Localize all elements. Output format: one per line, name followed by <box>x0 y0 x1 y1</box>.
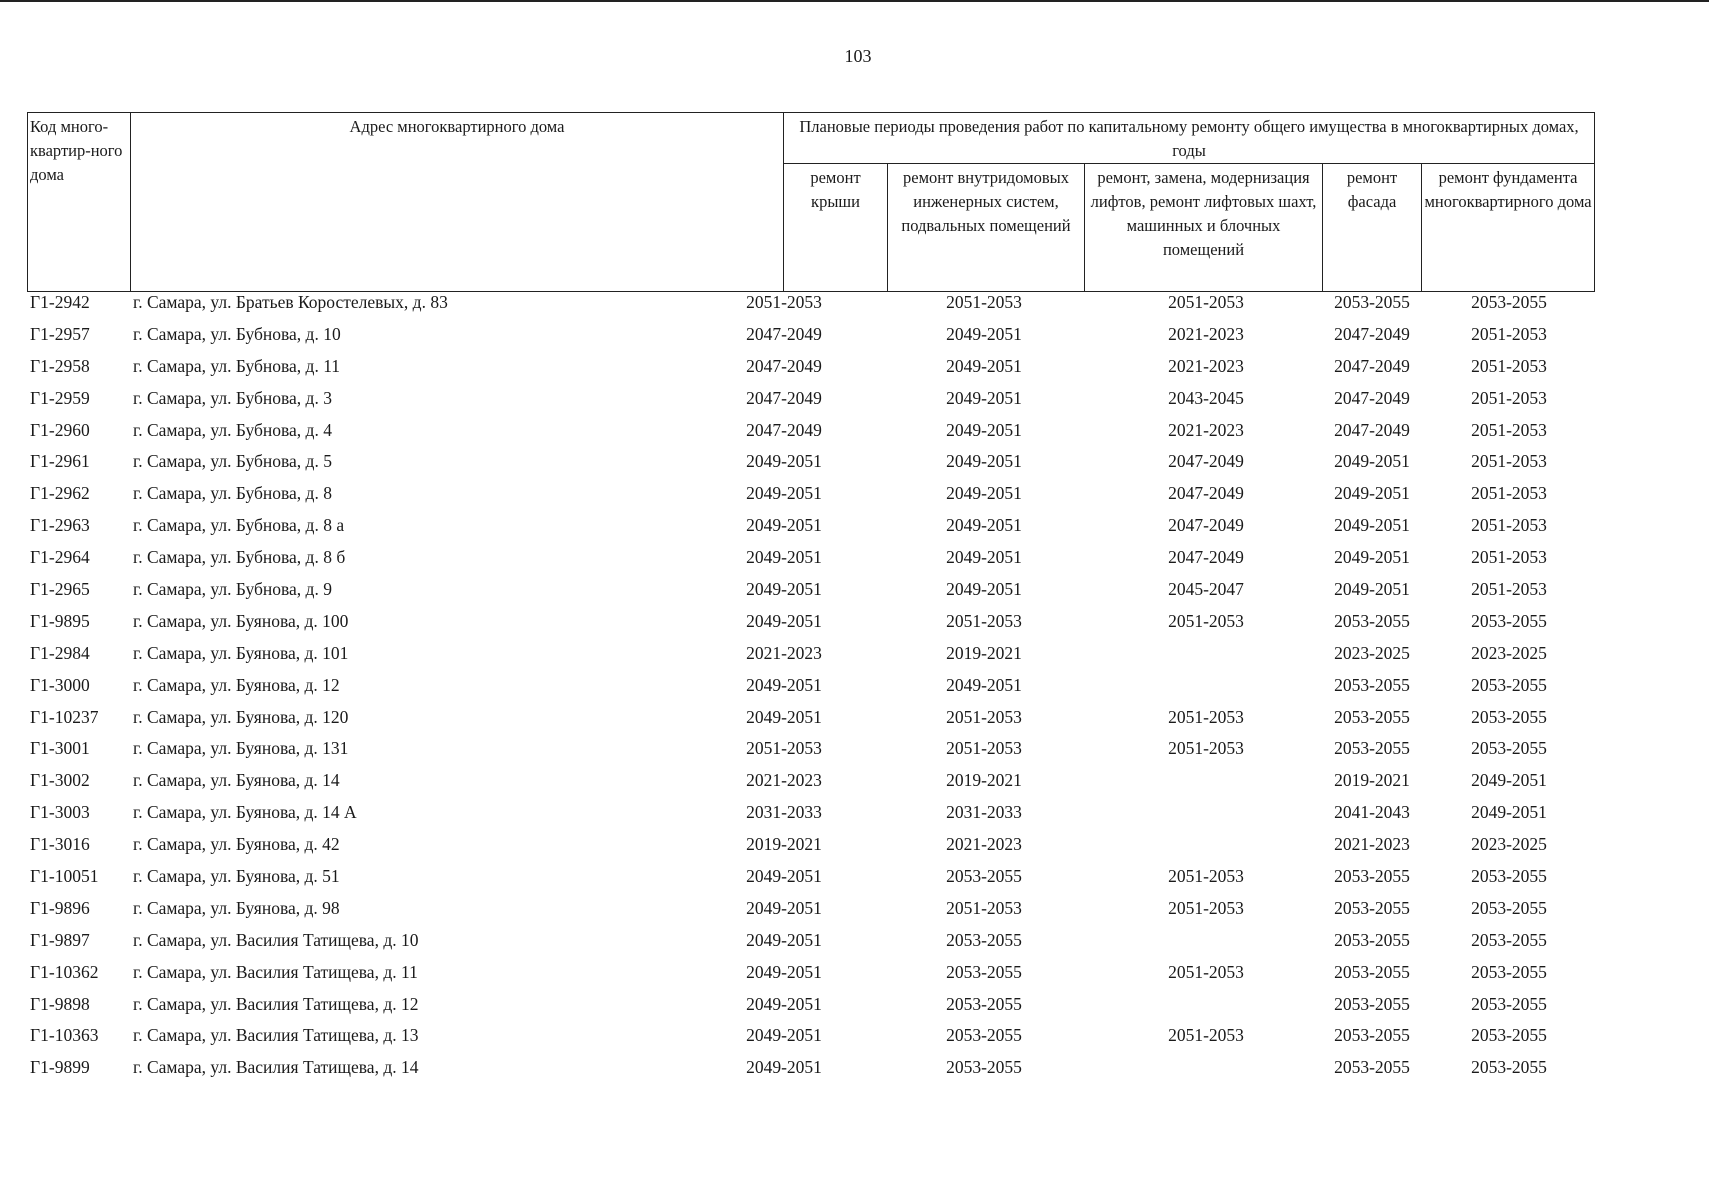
row-facade-period: 2053-2055 <box>1334 1025 1410 1046</box>
row-address: г. Самара, ул. Василия Татищева, д. 14 <box>133 1057 419 1078</box>
row-systems-period: 2021-2023 <box>946 834 1022 855</box>
row-roof-period: 2019-2021 <box>746 834 822 855</box>
row-code: Г1-2964 <box>30 547 90 568</box>
row-lifts-period: 2051-2053 <box>1168 961 1244 982</box>
table-row <box>27 671 1594 703</box>
row-address: г. Самара, ул. Буянова, д. 98 <box>133 897 340 918</box>
row-foundation-period: 2051-2053 <box>1471 547 1547 568</box>
row-code: Г1-3002 <box>30 770 90 791</box>
row-facade-period: 2053-2055 <box>1334 866 1410 887</box>
row-code: Г1-2959 <box>30 387 90 408</box>
header-roof: ремонт крыши <box>784 164 888 292</box>
row-lifts-period: 2051-2053 <box>1168 866 1244 887</box>
table-row <box>27 447 1594 479</box>
row-address: г. Самара, ул. Бубнова, д. 8 а <box>133 515 345 536</box>
row-lifts-period: 2047-2049 <box>1168 515 1244 536</box>
row-roof-period: 2051-2053 <box>746 738 822 759</box>
row-code: Г1-2962 <box>30 483 90 504</box>
row-systems-period: 2019-2021 <box>946 642 1022 663</box>
table-row <box>27 416 1594 448</box>
row-lifts-period: 2051-2053 <box>1168 706 1244 727</box>
row-code: Г1-9895 <box>30 610 90 631</box>
row-code: Г1-2965 <box>30 579 90 600</box>
row-code: Г1-9897 <box>30 929 90 950</box>
table-row <box>27 511 1594 543</box>
row-code: Г1-3016 <box>30 834 90 855</box>
row-address: г. Самара, ул. Буянова, д. 120 <box>133 706 349 727</box>
table-header <box>27 112 1595 292</box>
row-facade-period: 2047-2049 <box>1334 419 1410 440</box>
row-lifts-period: 2047-2049 <box>1168 451 1244 472</box>
row-address: г. Самара, ул. Бубнова, д. 4 <box>133 419 332 440</box>
table-row <box>27 926 1594 958</box>
header-facade: ремонт фасада <box>1323 164 1422 292</box>
row-facade-period: 2053-2055 <box>1334 961 1410 982</box>
header-systems: ремонт внутридомовых инженерных систем, подвальных помещений <box>888 164 1085 292</box>
row-systems-period: 2053-2055 <box>946 866 1022 887</box>
row-facade-period: 2021-2023 <box>1334 834 1410 855</box>
table-row <box>27 352 1594 384</box>
table-row <box>27 958 1594 990</box>
row-facade-period: 2053-2055 <box>1334 610 1410 631</box>
row-facade-period: 2053-2055 <box>1334 993 1410 1014</box>
row-code: Г1-9898 <box>30 993 90 1014</box>
row-roof-period: 2049-2051 <box>746 610 822 631</box>
row-code: Г1-10237 <box>30 706 99 727</box>
row-foundation-period: 2053-2055 <box>1471 993 1547 1014</box>
row-address: г. Самара, ул. Буянова, д. 14 <box>133 770 340 791</box>
row-foundation-period: 2051-2053 <box>1471 579 1547 600</box>
row-foundation-period: 2053-2055 <box>1471 897 1547 918</box>
row-systems-period: 2049-2051 <box>946 387 1022 408</box>
row-code: Г1-3000 <box>30 674 90 695</box>
table-row <box>27 1053 1594 1085</box>
row-roof-period: 2021-2023 <box>746 770 822 791</box>
row-systems-period: 2049-2051 <box>946 515 1022 536</box>
row-facade-period: 2049-2051 <box>1334 483 1410 504</box>
row-roof-period: 2049-2051 <box>746 993 822 1014</box>
row-systems-period: 2049-2051 <box>946 451 1022 472</box>
row-foundation-period: 2051-2053 <box>1471 515 1547 536</box>
row-code: Г1-9896 <box>30 897 90 918</box>
row-systems-period: 2053-2055 <box>946 1025 1022 1046</box>
row-address: г. Самара, ул. Бубнова, д. 9 <box>133 579 332 600</box>
row-lifts-period: 2043-2045 <box>1168 387 1244 408</box>
row-roof-period: 2049-2051 <box>746 866 822 887</box>
row-systems-period: 2049-2051 <box>946 483 1022 504</box>
header-foundation: ремонт фундамента многоквартирного дома <box>1422 164 1595 292</box>
header-address: Адрес многоквартирного дома <box>131 113 784 292</box>
header-periods: Плановые периоды проведения работ по капитальному ремонту общего имущества в многоквартирных домах, годы <box>784 113 1595 164</box>
row-foundation-period: 2053-2055 <box>1471 929 1547 950</box>
table-row <box>27 479 1594 511</box>
row-facade-period: 2047-2049 <box>1334 355 1410 376</box>
row-address: г. Самара, ул. Буянова, д. 51 <box>133 866 340 887</box>
row-foundation-period: 2051-2053 <box>1471 451 1547 472</box>
row-foundation-period: 2053-2055 <box>1471 610 1547 631</box>
row-lifts-period: 2021-2023 <box>1168 355 1244 376</box>
row-address: г. Самара, ул. Василия Татищева, д. 13 <box>133 1025 419 1046</box>
row-facade-period: 2049-2051 <box>1334 547 1410 568</box>
row-roof-period: 2047-2049 <box>746 419 822 440</box>
row-roof-period: 2049-2051 <box>746 706 822 727</box>
table-row <box>27 830 1594 862</box>
row-code: Г1-10362 <box>30 961 99 982</box>
table-row <box>27 607 1594 639</box>
row-systems-period: 2049-2051 <box>946 323 1022 344</box>
row-roof-period: 2049-2051 <box>746 897 822 918</box>
row-roof-period: 2049-2051 <box>746 547 822 568</box>
row-roof-period: 2049-2051 <box>746 961 822 982</box>
row-foundation-period: 2053-2055 <box>1471 1025 1547 1046</box>
row-facade-period: 2049-2051 <box>1334 579 1410 600</box>
header-code: Код много-квартир-ного дома <box>28 113 131 292</box>
row-lifts-period: 2021-2023 <box>1168 323 1244 344</box>
table-row <box>27 894 1594 926</box>
row-foundation-period: 2051-2053 <box>1471 419 1547 440</box>
row-facade-period: 2053-2055 <box>1334 674 1410 695</box>
row-code: Г1-2984 <box>30 642 90 663</box>
row-lifts-period: 2051-2053 <box>1168 738 1244 759</box>
row-lifts-period: 2045-2047 <box>1168 579 1244 600</box>
row-code: Г1-2960 <box>30 419 90 440</box>
table-row <box>27 575 1594 607</box>
row-systems-period: 2049-2051 <box>946 674 1022 695</box>
row-roof-period: 2049-2051 <box>746 579 822 600</box>
row-facade-period: 2047-2049 <box>1334 323 1410 344</box>
top-border-line <box>0 0 1709 2</box>
row-facade-period: 2053-2055 <box>1334 292 1410 312</box>
row-address: г. Самара, ул. Бубнова, д. 5 <box>133 451 332 472</box>
table-row <box>27 543 1594 575</box>
row-foundation-period: 2053-2055 <box>1471 674 1547 695</box>
row-address: г. Самара, ул. Буянова, д. 42 <box>133 834 340 855</box>
table-row <box>27 703 1594 735</box>
row-roof-period: 2049-2051 <box>746 1025 822 1046</box>
row-foundation-period: 2051-2053 <box>1471 355 1547 376</box>
row-address: г. Самара, ул. Бубнова, д. 10 <box>133 323 341 344</box>
row-code: Г1-2958 <box>30 355 90 376</box>
row-foundation-period: 2053-2055 <box>1471 738 1547 759</box>
row-roof-period: 2049-2051 <box>746 674 822 695</box>
row-foundation-period: 2053-2055 <box>1471 866 1547 887</box>
row-address: г. Самара, ул. Буянова, д. 14 А <box>133 802 357 823</box>
row-systems-period: 2053-2055 <box>946 929 1022 950</box>
row-lifts-period: 2051-2053 <box>1168 897 1244 918</box>
table-row <box>27 766 1594 798</box>
table-row <box>27 734 1594 766</box>
row-lifts-period: 2021-2023 <box>1168 419 1244 440</box>
row-address: г. Самара, ул. Василия Татищева, д. 10 <box>133 929 419 950</box>
row-roof-period: 2049-2051 <box>746 929 822 950</box>
row-code: Г1-10363 <box>30 1025 99 1046</box>
row-facade-period: 2049-2051 <box>1334 515 1410 536</box>
row-foundation-period: 2051-2053 <box>1471 387 1547 408</box>
row-systems-period: 2049-2051 <box>946 547 1022 568</box>
row-systems-period: 2051-2053 <box>946 292 1022 312</box>
row-code: Г1-2957 <box>30 323 90 344</box>
row-systems-period: 2053-2055 <box>946 993 1022 1014</box>
row-facade-period: 2047-2049 <box>1334 387 1410 408</box>
row-systems-period: 2049-2051 <box>946 355 1022 376</box>
row-roof-period: 2051-2053 <box>746 292 822 312</box>
row-code: Г1-2963 <box>30 515 90 536</box>
row-facade-period: 2049-2051 <box>1334 451 1410 472</box>
row-systems-period: 2051-2053 <box>946 897 1022 918</box>
row-foundation-period: 2049-2051 <box>1471 770 1547 791</box>
row-roof-period: 2047-2049 <box>746 355 822 376</box>
row-lifts-period: 2051-2053 <box>1168 292 1244 312</box>
row-facade-period: 2041-2043 <box>1334 802 1410 823</box>
row-foundation-period: 2049-2051 <box>1471 802 1547 823</box>
row-roof-period: 2049-2051 <box>746 451 822 472</box>
table-row <box>27 1021 1594 1053</box>
row-systems-period: 2031-2033 <box>946 802 1022 823</box>
row-facade-period: 2053-2055 <box>1334 1057 1410 1078</box>
row-address: г. Самара, ул. Буянова, д. 12 <box>133 674 340 695</box>
row-facade-period: 2053-2055 <box>1334 738 1410 759</box>
row-systems-period: 2049-2051 <box>946 579 1022 600</box>
row-code: Г1-9899 <box>30 1057 90 1078</box>
row-code: Г1-3001 <box>30 738 90 759</box>
table-row <box>27 862 1594 894</box>
row-systems-period: 2053-2055 <box>946 961 1022 982</box>
row-systems-period: 2051-2053 <box>946 738 1022 759</box>
row-roof-period: 2049-2051 <box>746 483 822 504</box>
row-facade-period: 2053-2055 <box>1334 929 1410 950</box>
row-facade-period: 2053-2055 <box>1334 706 1410 727</box>
row-code: Г1-2961 <box>30 451 90 472</box>
row-roof-period: 2049-2051 <box>746 1057 822 1078</box>
row-lifts-period: 2051-2053 <box>1168 610 1244 631</box>
row-lifts-period: 2047-2049 <box>1168 483 1244 504</box>
row-address: г. Самара, ул. Бубнова, д. 3 <box>133 387 332 408</box>
row-code: Г1-2942 <box>30 292 90 312</box>
row-roof-period: 2021-2023 <box>746 642 822 663</box>
row-roof-period: 2047-2049 <box>746 323 822 344</box>
row-address: г. Самара, ул. Бубнова, д. 8 <box>133 483 332 504</box>
row-address: г. Самара, ул. Бубнова, д. 8 б <box>133 547 346 568</box>
row-foundation-period: 2053-2055 <box>1471 706 1547 727</box>
row-systems-period: 2053-2055 <box>946 1057 1022 1078</box>
row-facade-period: 2053-2055 <box>1334 897 1410 918</box>
row-systems-period: 2019-2021 <box>946 770 1022 791</box>
row-facade-period: 2019-2021 <box>1334 770 1410 791</box>
table-row <box>27 798 1594 830</box>
table-row <box>27 320 1594 352</box>
row-foundation-period: 2051-2053 <box>1471 483 1547 504</box>
row-address: г. Самара, ул. Буянова, д. 101 <box>133 642 349 663</box>
row-address: г. Самара, ул. Бубнова, д. 11 <box>133 355 341 376</box>
row-foundation-period: 2023-2025 <box>1471 642 1547 663</box>
row-facade-period: 2023-2025 <box>1334 642 1410 663</box>
row-foundation-period: 2053-2055 <box>1471 961 1547 982</box>
row-address: г. Самара, ул. Братьев Коростелевых, д. 83 <box>133 292 448 312</box>
row-foundation-period: 2053-2055 <box>1471 292 1547 312</box>
row-lifts-period: 2051-2053 <box>1168 1025 1244 1046</box>
row-lifts-period: 2047-2049 <box>1168 547 1244 568</box>
table-row <box>27 384 1594 416</box>
row-roof-period: 2031-2033 <box>746 802 822 823</box>
table-body <box>27 288 1594 1085</box>
row-foundation-period: 2051-2053 <box>1471 323 1547 344</box>
row-address: г. Самара, ул. Буянова, д. 100 <box>133 610 349 631</box>
row-systems-period: 2051-2053 <box>946 610 1022 631</box>
table-row <box>27 639 1594 671</box>
row-systems-period: 2051-2053 <box>946 706 1022 727</box>
row-roof-period: 2049-2051 <box>746 515 822 536</box>
table-row <box>27 288 1594 320</box>
row-systems-period: 2049-2051 <box>946 419 1022 440</box>
row-address: г. Самара, ул. Василия Татищева, д. 11 <box>133 961 418 982</box>
row-code: Г1-3003 <box>30 802 90 823</box>
row-roof-period: 2047-2049 <box>746 387 822 408</box>
row-address: г. Самара, ул. Василия Татищева, д. 12 <box>133 993 419 1014</box>
row-code: Г1-10051 <box>30 866 99 887</box>
row-address: г. Самара, ул. Буянова, д. 131 <box>133 738 349 759</box>
row-foundation-period: 2053-2055 <box>1471 1057 1547 1078</box>
header-lifts: ремонт, замена, модернизация лифтов, ремонт лифтовых шахт, машинных и блочных помещений <box>1085 164 1323 292</box>
row-foundation-period: 2023-2025 <box>1471 834 1547 855</box>
table-row <box>27 990 1594 1022</box>
page-number: 103 <box>844 46 872 66</box>
